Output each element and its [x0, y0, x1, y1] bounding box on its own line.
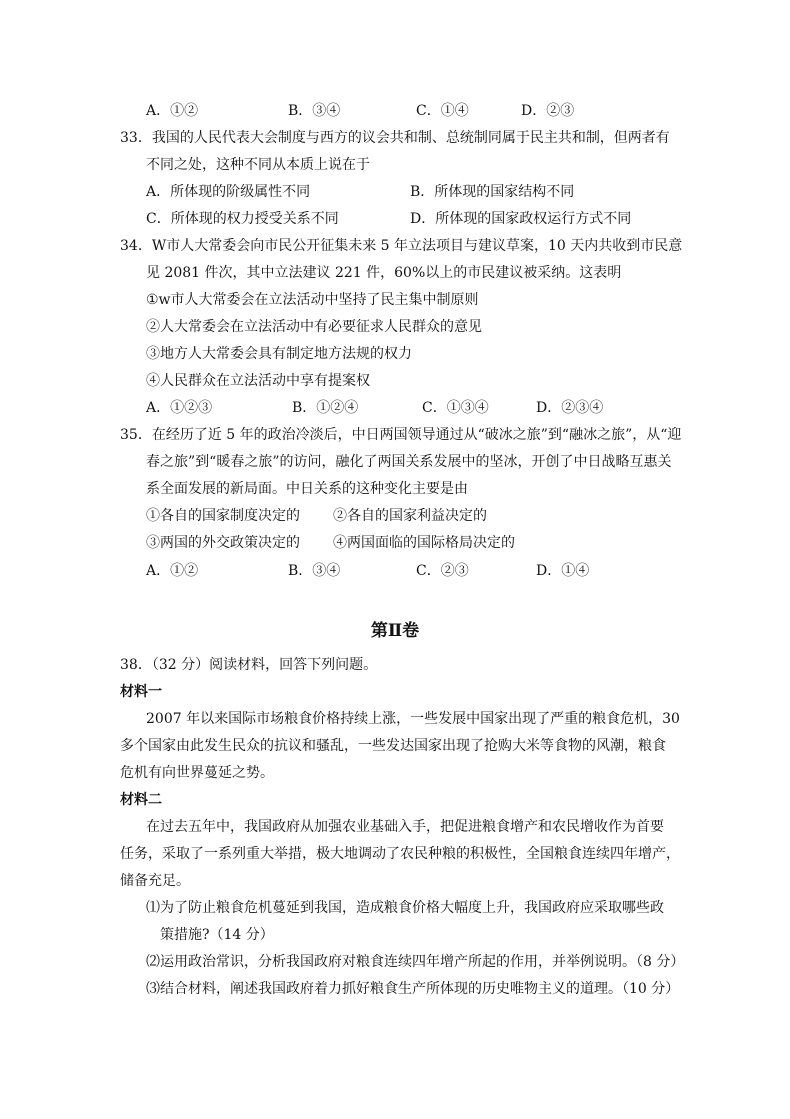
q32-option-b: B．③④ [288, 103, 341, 119]
q33-option-b: B．所体现的国家结构不同 [410, 184, 575, 200]
q33-stem-line1: 33．我国的人民代表大会制度与西方的议会共和制、总统制同属于民主共和制，但两者有 [120, 130, 670, 146]
q35-option-d: D．①④ [536, 563, 590, 579]
q38-part2: ⑵运用政治常识，分析我国政府对粮食连续四年增产所起的作用，并举例说明。（8 分） [146, 954, 685, 970]
q35-stem-line2: 春之旅”到“暖春之旅”的访问，融化了两国关系发展中的坚冰，开创了中日战略互惠关 [146, 454, 672, 470]
material-1-line1: 2007 年以来国际市场粮食价格持续上涨，一些发展中国家出现了严重的粮食危机，30 [146, 711, 680, 727]
q38-part1-line1: ⑴为了防止粮食危机蔓延到我国，造成粮食价格大幅度上升，我国政府应采取哪些政 [146, 900, 664, 916]
material-1-line3: 危机有向世界蔓延之势。 [120, 765, 274, 781]
q35-statement-3: ③两国的外交政策决定的 [146, 535, 300, 551]
q34-statement-1: ①w市人大常委会在立法活动中坚持了民主集中制原则 [146, 292, 479, 308]
q32-option-d: D．②③ [521, 103, 575, 119]
q34-options [146, 398, 646, 418]
q34-option-d: D．②③④ [536, 400, 604, 416]
q38-part3: ⑶结合材料，阐述我国政府着力抓好粮食生产所体现的历史唯物主义的道理。（10 分） [146, 981, 680, 997]
q32-option-c: C．①④ [416, 103, 469, 119]
material-2-line1: 在过去五年中，我国政府从加强农业基础入手，把促进粮食增产和农民增收作为首要 [146, 819, 664, 835]
material-1-title: 材料一 [120, 684, 162, 700]
q34-option-c: C．①③④ [422, 400, 489, 416]
q35-option-b: B．③④ [288, 563, 341, 579]
material-2-line3: 储备充足。 [120, 873, 190, 889]
q33-option-c: C．所体现的权力授受关系不同 [146, 211, 339, 227]
q34-stem-line1: 34．W市人大常委会向市民公开征集未来 5 年立法项目与建议草案，10 天内共收到市民意 [120, 238, 683, 254]
q33-option-d: D．所体现的国家政权运行方式不同 [410, 211, 632, 227]
material-2-line2: 任务，采取了一系列重大举措，极大地调动了农民种粮的积极性，全国粮食连续四年增产， [120, 846, 680, 862]
q34-statement-3: ③地方人大常委会具有制定地方法规的权力 [146, 346, 412, 362]
q35-options [146, 561, 646, 581]
q32-options [146, 101, 646, 121]
section-title: 第Ⅱ卷 [370, 621, 420, 641]
q34-option-a: A．①②③ [146, 400, 213, 416]
q35-statement-2: ②各自的国家利益决定的 [333, 508, 487, 524]
q38-intro: 38．（32 分）阅读材料，回答下列问题。 [120, 657, 378, 673]
q35-stem-line1: 35．在经历了近 5 年的政治冷淡后，中日两国领导通过从“破冰之旅”到“融冰之旅”，从“迎 [120, 427, 682, 443]
q35-option-a: A．①② [146, 563, 199, 579]
q35-stem-line3: 系全面发展的新局面。中日关系的这种变化主要是由 [146, 481, 468, 497]
q34-stem-line2: 见 2081 件次，其中立法建议 221 件，60%以上的市民建议被采纳。这表明 [146, 265, 622, 281]
q35-statement-1: ①各自的国家制度决定的 [146, 508, 300, 524]
q33-option-a: A．所体现的阶级属性不同 [146, 184, 311, 200]
q38-part1-line2: 策措施?（14 分） [160, 927, 274, 943]
material-1-line2: 多个国家由此发生民众的抗议和骚乱，一些发达国家出现了抢购大米等食物的风潮，粮食 [120, 738, 666, 754]
material-2-title: 材料二 [120, 792, 162, 808]
q34-statement-4: ④人民群众在立法活动中享有提案权 [146, 373, 370, 389]
q35-option-c: C．②③ [416, 563, 469, 579]
q32-option-a: A．①② [146, 103, 199, 119]
q34-option-b: B．①②④ [292, 400, 359, 416]
q34-statement-2: ②人大常委会在立法活动中有必要征求人民群众的意见 [146, 319, 482, 335]
q35-statement-4: ④两国面临的国际格局决定的 [333, 535, 515, 551]
q33-stem-line2: 不同之处，这种不同从本质上说在于 [146, 157, 370, 173]
